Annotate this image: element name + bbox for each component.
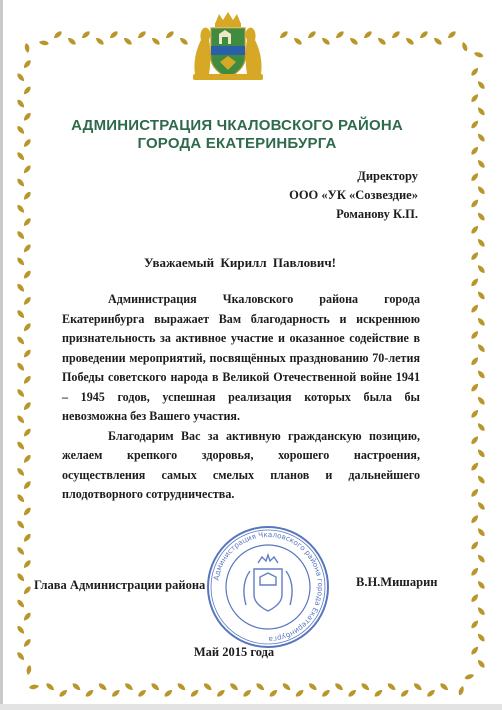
laurel-leaf [470, 172, 480, 183]
laurel-leaf [22, 506, 32, 517]
addressee-name: Романову К.П. [336, 207, 418, 221]
laurel-leaf [476, 159, 486, 170]
laurel-leaf [307, 30, 318, 40]
laurel-leaf [67, 36, 78, 46]
title-line-2: ГОРОДА ЕКАТЕРИНБУРГА [137, 135, 337, 152]
laurel-leaf [58, 688, 69, 698]
laurel-leaf [255, 682, 266, 692]
laurel-leaf [176, 682, 187, 692]
laurel-leaf [470, 514, 480, 525]
laurel-leaf [447, 30, 458, 40]
laurel-leaf [433, 36, 444, 46]
addressee-block [289, 167, 418, 224]
laurel-leaf [16, 546, 26, 557]
laurel-leaf [22, 454, 32, 465]
laurel-leaf [26, 665, 32, 676]
official-stamp-icon [206, 525, 330, 649]
laurel-leaf [391, 30, 402, 40]
laurel-leaf [476, 422, 486, 433]
laurel-leaf [202, 682, 213, 692]
laurel-leaf [335, 30, 346, 40]
laurel-leaf [476, 80, 486, 91]
laurel-leaf [137, 688, 148, 698]
laurel-leaf [16, 493, 26, 504]
laurel-leaf [461, 41, 469, 52]
laurel-leaf [97, 682, 108, 692]
laurel-leaf [476, 290, 486, 301]
laurel-leaf [476, 501, 486, 512]
page-title [0, 117, 440, 153]
laurel-leaf [71, 682, 82, 692]
laurel-leaf [16, 519, 26, 530]
laurel-leaf [476, 580, 486, 591]
laurel-leaf [22, 243, 32, 254]
laurel-leaf [476, 474, 486, 485]
signature-role: Глава Администрации района [34, 578, 206, 592]
laurel-leaf [22, 427, 32, 438]
laurel-leaf [476, 553, 486, 564]
laurel-leaf [293, 36, 304, 46]
laurel-leaf [439, 682, 450, 692]
title-line-1: АДМИНИСТРАЦИЯ ЧКАЛОВСКОГО РАЙОНА [71, 117, 403, 134]
laurel-leaf [16, 335, 26, 346]
paragraph-gratitude: Администрация Чкаловского района города Екатеринбурга выражает Вам благодарность и искреннюю признательность за активное участие и оказанное содействие в проведении мероприятий, посвящённых празднованию 70-летия Победы советского народа в Великой Отечественной войне 1941 – 1945 годов, успешная реализация которых была бы невозможна без Вашего участия. [62, 292, 420, 423]
laurel-leaf [470, 382, 480, 393]
laurel-leaf [22, 164, 32, 175]
stamp-text: Администрация Чкаловского района города Екатеринбурга [211, 529, 326, 645]
laurel-leaf [22, 85, 32, 96]
laurel-leaf [16, 204, 26, 215]
laurel-leaf [16, 440, 26, 451]
laurel-leaf [363, 30, 374, 40]
laurel-leaf [16, 177, 26, 188]
paragraph-wishes: Благодарим Вас за активную гражданскую позицию, желаем крепкого здоровья, хорошего настроения, осуществления самых смелых планов и дальнейшего плодотворного сотрудничества. [62, 428, 420, 501]
laurel-leaf [470, 356, 480, 367]
laurel-leaf [16, 72, 26, 83]
laurel-leaf [22, 217, 32, 228]
laurel-leaf [473, 51, 484, 59]
laurel-leaf [24, 43, 30, 54]
laurel-leaf [476, 317, 486, 328]
laurel-leaf [321, 688, 332, 698]
laurel-leaf [470, 277, 480, 288]
laurel-leaf [81, 30, 92, 40]
laurel-leaf [470, 645, 480, 656]
laurel-leaf [470, 540, 480, 551]
laurel-leaf [476, 185, 486, 196]
addressee-position: Директору [357, 169, 418, 183]
letter-body [62, 290, 420, 505]
signature-name: В.Н.Мишарин [356, 575, 438, 589]
laurel-leaf [39, 40, 50, 46]
laurel-leaf [22, 401, 32, 412]
laurel-leaf [16, 572, 26, 583]
laurel-leaf [165, 30, 176, 40]
laurel-leaf [470, 303, 480, 314]
laurel-leaf [16, 98, 26, 109]
laurel-leaf [426, 688, 437, 698]
laurel-leaf [321, 36, 332, 46]
laurel-leaf [373, 688, 384, 698]
laurel-leaf [111, 688, 122, 698]
laurel-leaf [229, 682, 240, 692]
laurel-leaf [22, 322, 32, 333]
laurel-leaf [347, 688, 358, 698]
laurel-leaf [476, 606, 486, 617]
laurel-leaf [405, 36, 416, 46]
laurel-leaf [470, 119, 480, 130]
laurel-leaf [279, 30, 290, 40]
laurel-leaf [470, 461, 480, 472]
laurel-leaf [22, 480, 32, 491]
addressee-organization: ООО «УК «Созвездие» [289, 188, 418, 202]
laurel-leaf [29, 684, 40, 690]
laurel-leaf [84, 688, 95, 698]
laurel-leaf [476, 238, 486, 249]
laurel-leaf [476, 659, 486, 670]
laurel-leaf [22, 611, 32, 622]
laurel-leaf [268, 688, 279, 698]
laurel-leaf [476, 343, 486, 354]
laurel-leaf [377, 36, 388, 46]
laurel-leaf [123, 36, 134, 46]
laurel-leaf [22, 59, 32, 70]
laurel-leaf [45, 682, 56, 692]
letter-date: Май 2015 года [193, 645, 275, 659]
laurel-leaf [470, 330, 480, 341]
laurel-leaf [399, 688, 410, 698]
laurel-leaf [16, 282, 26, 293]
laurel-leaf [22, 296, 32, 307]
laurel-leaf [419, 30, 430, 40]
laurel-leaf [476, 527, 486, 538]
laurel-leaf [476, 106, 486, 117]
laurel-leaf [457, 685, 465, 696]
laurel-leaf [22, 375, 32, 386]
coat-of-arms-icon [189, 10, 267, 84]
laurel-leaf [476, 132, 486, 143]
laurel-leaf [16, 467, 26, 478]
laurel-leaf [470, 198, 480, 209]
laurel-leaf [308, 682, 319, 692]
laurel-leaf [476, 211, 486, 222]
laurel-leaf [124, 682, 135, 692]
laurel-leaf [22, 532, 32, 543]
laurel-leaf [470, 67, 480, 78]
laurel-leaf [476, 395, 486, 406]
laurel-leaf [476, 448, 486, 459]
laurel-leaf [150, 682, 161, 692]
laurel-leaf [109, 30, 120, 40]
laurel-leaf [470, 593, 480, 604]
laurel-leaf [242, 688, 253, 698]
laurel-leaf [16, 361, 26, 372]
laurel-leaf [470, 224, 480, 235]
laurel-leaf [22, 348, 32, 359]
laurel-leaf [163, 688, 174, 698]
laurel-leaf [281, 682, 292, 692]
laurel-leaf [294, 688, 305, 698]
laurel-leaf [360, 682, 371, 692]
laurel-leaf [53, 30, 64, 40]
laurel-leaf [476, 632, 486, 643]
greeting: Уважаемый Кирилл Павлович! [143, 255, 336, 270]
laurel-leaf [470, 145, 480, 156]
laurel-leaf [470, 488, 480, 499]
laurel-leaf [137, 30, 148, 40]
laurel-leaf [216, 688, 227, 698]
laurel-leaf [470, 409, 480, 420]
laurel-leaf [179, 36, 190, 46]
laurel-leaf [22, 585, 32, 596]
laurel-leaf [349, 36, 360, 46]
laurel-leaf [470, 435, 480, 446]
laurel-leaf [16, 388, 26, 399]
laurel-leaf [470, 619, 480, 630]
laurel-leaf [151, 36, 162, 46]
laurel-leaf [386, 682, 397, 692]
laurel-leaf [470, 93, 480, 104]
laurel-leaf [16, 598, 26, 609]
laurel-leaf [16, 414, 26, 425]
laurel-leaf [476, 369, 486, 380]
laurel-leaf [464, 673, 475, 681]
laurel-leaf [334, 682, 345, 692]
laurel-leaf [16, 230, 26, 241]
svg-text:Администрация Чкаловского райо [211, 530, 325, 644]
laurel-leaf [413, 682, 424, 692]
laurel-leaf [22, 190, 32, 201]
laurel-leaf [95, 36, 106, 46]
laurel-leaf [16, 625, 26, 636]
laurel-leaf [16, 309, 26, 320]
laurel-leaf [22, 559, 32, 570]
laurel-leaf [470, 566, 480, 577]
laurel-leaf [189, 688, 200, 698]
